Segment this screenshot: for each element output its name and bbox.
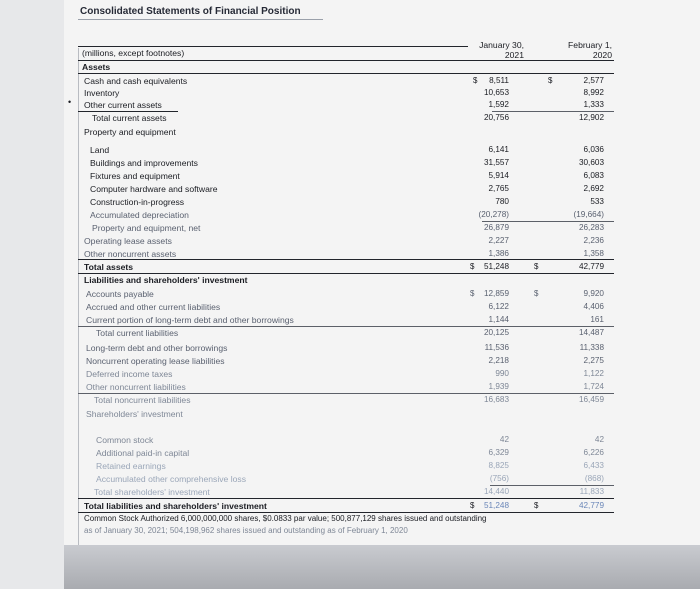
row-property-equipment: Property and equipment — [84, 127, 176, 137]
row-other-noncurrent-liabilities: Other noncurrent liabilities 1,939 1,724 — [86, 382, 604, 392]
col-header-feb-line2: 2020 — [592, 50, 612, 60]
row-noncurrent-lease: Noncurrent operating lease liabilities 2,218 2,275 — [86, 356, 604, 366]
col-header-jan-line1: January 30, — [479, 40, 524, 50]
row-operating-lease-assets: Operating lease assets 2,227 2,236 — [84, 236, 604, 246]
row-deferred-taxes: Deferred income taxes 990 1,122 — [86, 369, 604, 379]
row-total-noncurrent-liabilities: Total noncurrent liabilities 16,683 16,459 — [94, 395, 604, 405]
title-rule — [78, 19, 323, 20]
row-liabilities-header: Liabilities and shareholders' investment — [84, 275, 248, 285]
row-additional-paid-in-capital: Additional paid-in capital 6,329 6,226 — [96, 448, 604, 458]
row-assets: Assets — [82, 62, 111, 72]
row-accounts-payable: Accounts payable $ $ 12,859 9,920 — [86, 289, 604, 299]
header-topline — [78, 46, 468, 47]
row-long-term-debt: Long-term debt and other borrowings 11,536 11,338 — [86, 343, 604, 353]
row-shareholders-investment: Shareholders' investment — [86, 409, 183, 419]
row-accumulated-depreciation: Accumulated depreciation (20,278) (19,664) — [90, 210, 604, 220]
row-total-assets: Total assets $ $ 51,248 42,779 — [84, 262, 604, 272]
col-header-jan-line2: 2021 — [504, 50, 524, 60]
bullet-icon: • — [68, 97, 72, 107]
rule — [78, 498, 614, 499]
row-land: Land 6,141 6,036 — [90, 145, 604, 155]
units-label: (millions, except footnotes) — [82, 48, 185, 58]
row-common-stock: Common stock 42 42 — [96, 435, 604, 445]
row-total-shareholders-investment: Total shareholders' investment 14,440 11,833 — [94, 487, 604, 497]
row-accrued: Accrued and other current liabilities 6,122 4,406 — [86, 302, 604, 312]
footnote-line2: as of January 30, 2021; 504,198,962 shares issued and outstanding as of February 1, 2020 — [84, 526, 408, 535]
row-property-net: Property and equipment, net 26,879 26,283 — [92, 223, 604, 233]
rule — [78, 512, 614, 513]
col-header-jan — [460, 40, 524, 60]
row-current-portion-debt: Current portion of long-term debt and other borrowings 1,144 161 — [86, 315, 604, 325]
rule — [78, 73, 614, 74]
col-header-feb — [552, 40, 612, 60]
row-construction: Construction-in-progress 780 533 — [90, 197, 604, 207]
statement-title: Consolidated Statements of Financial Position — [80, 6, 301, 17]
row-total-current-assets: Total current assets 20,756 12,902 — [92, 113, 604, 123]
row-fixtures: Fixtures and equipment 5,914 6,083 — [90, 171, 604, 181]
col-header-feb-line1: February 1, — [568, 40, 612, 50]
row-other-current-assets: Other current assets 1,592 1,333 — [84, 100, 604, 110]
row-cash: Cash and cash equivalents $ $ 8,511 2,577 — [84, 76, 604, 86]
footnote-line1: Common Stock Authorized 6,000,000,000 shares, $0.0833 par value; 500,877,129 shares issued and outstanding — [84, 514, 487, 523]
row-inventory: Inventory 10,653 8,992 — [84, 88, 604, 98]
row-retained-earnings: Retained earnings 8,825 6,433 — [96, 461, 604, 471]
row-total-liabilities-equity: Total liabilities and shareholders' investment $ $ 51,248 42,779 — [84, 501, 604, 511]
row-computer: Computer hardware and software 2,765 2,692 — [90, 184, 604, 194]
row-total-current-liabilities: Total current liabilities 20,125 14,487 — [96, 328, 604, 338]
row-other-noncurrent-assets: Other noncurrent assets 1,386 1,358 — [84, 249, 604, 259]
rule — [78, 259, 614, 260]
row-buildings: Buildings and improvements 31,557 30,603 — [90, 158, 604, 168]
row-aoci: Accumulated other comprehensive loss (756) (868) — [96, 474, 604, 484]
bottom-shadow — [64, 545, 700, 589]
